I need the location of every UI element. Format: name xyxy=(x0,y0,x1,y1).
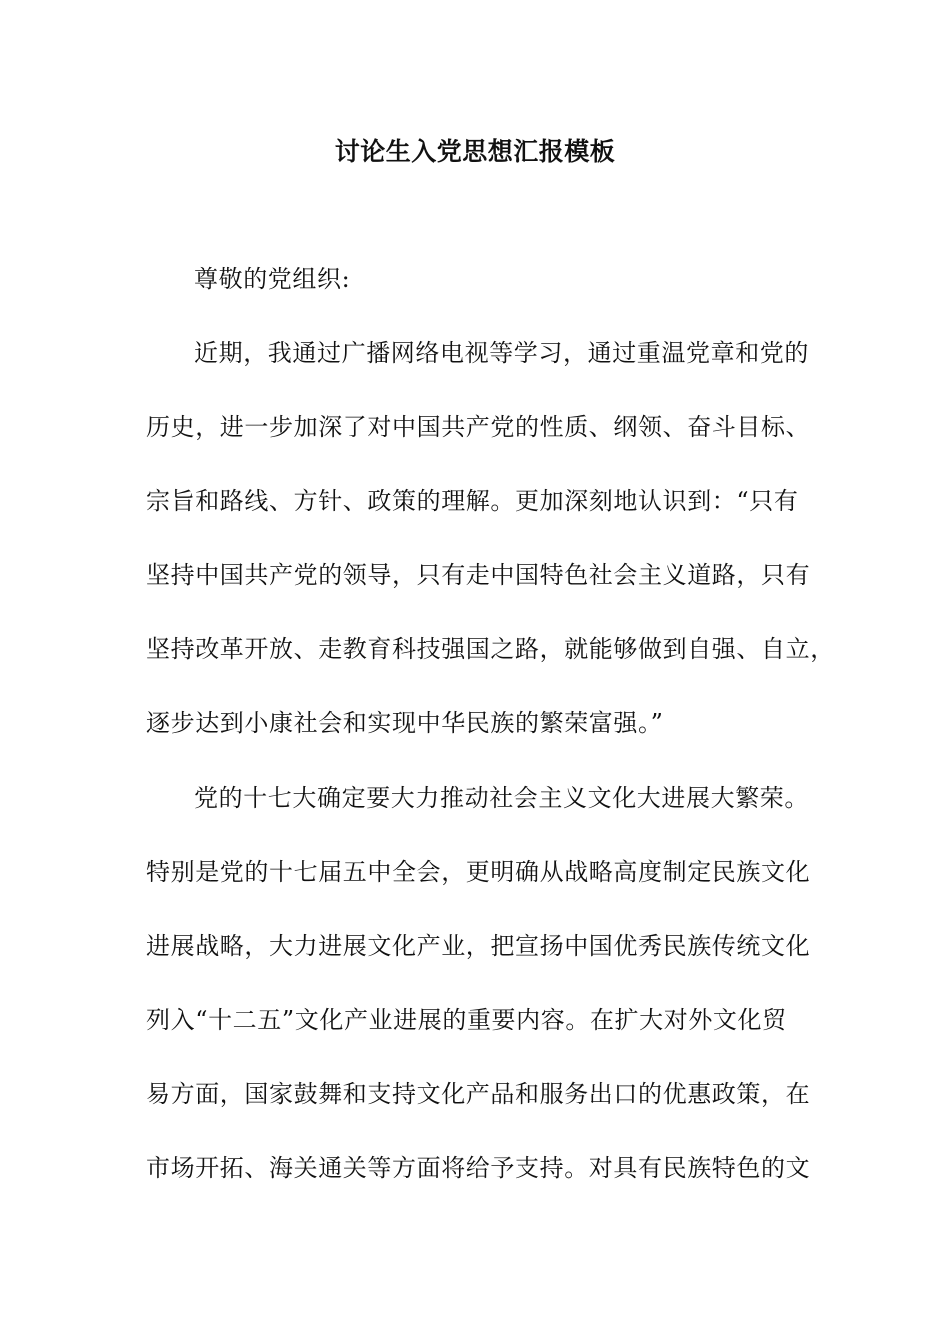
paragraph-1-line-5: 坚持改革开放、走教育科技强国之路，就能够做到自强、自立， xyxy=(146,635,835,663)
paragraph-1-line-6: 逐步达到小康社会和实现中华民族的繁荣富强。” xyxy=(146,709,664,737)
document-title: 讨论生入党思想汇报模板 xyxy=(334,137,616,166)
paragraph-2-line-5: 易方面，国家鼓舞和支持文化产品和服务出口的优惠政策，在 xyxy=(146,1080,811,1108)
paragraph-2-line-3: 进展战略，大力进展文化产业，把宣扬中国优秀民族传统文化 xyxy=(146,932,811,960)
paragraph-2-line-1: 党的十七大确定要大力推动社会主义文化大进展大繁荣。 xyxy=(194,784,809,812)
salutation-line: 尊敬的党组织: xyxy=(194,265,351,293)
paragraph-2-line-4: 列入“十二五”文化产业进展的重要内容。在扩大对外文化贸 xyxy=(146,1006,787,1034)
paragraph-1-line-2: 历史，进一步加深了对中国共产党的性质、纲领、奋斗目标、 xyxy=(146,413,811,441)
paragraph-1-line-4: 坚持中国共产党的领导，只有走中国特色社会主义道路，只有 xyxy=(146,561,811,589)
paragraph-1-line-3: 宗旨和路线、方针、政策的理解。更加深刻地认识到：“只有 xyxy=(146,487,799,515)
paragraph-2-line-6: 市场开拓、海关通关等方面将给予支持。对具有民族特色的文 xyxy=(146,1154,811,1182)
paragraph-1-line-1: 近期，我通过广播网络电视等学习，通过重温党章和党的 xyxy=(194,339,809,367)
paragraph-2-line-2: 特别是党的十七届五中全会，更明确从战略高度制定民族文化 xyxy=(146,858,811,886)
